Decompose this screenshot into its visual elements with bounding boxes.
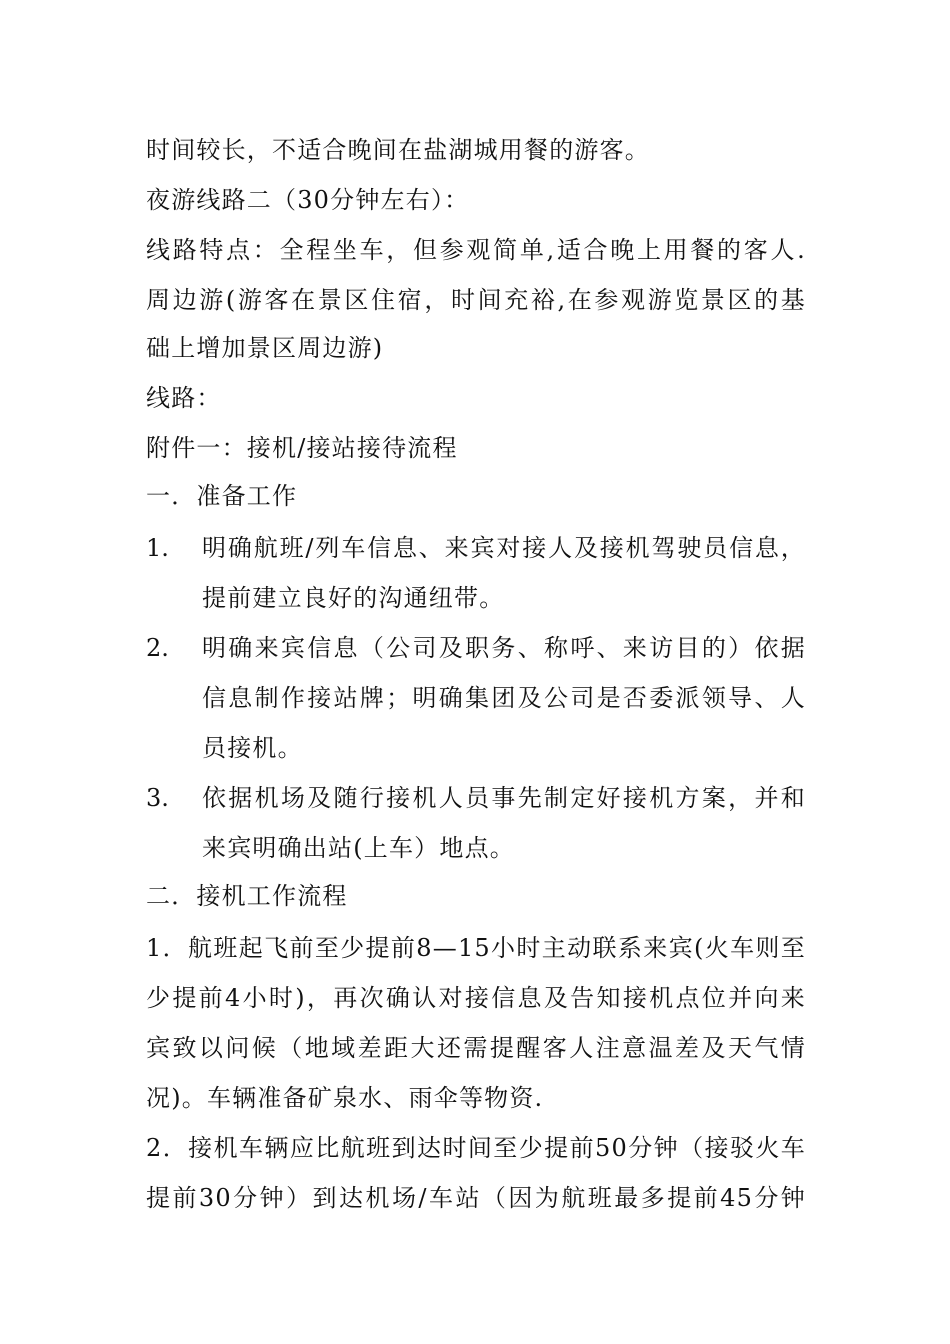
list-number: 2. <box>146 634 169 662</box>
list-item-line: 员接机。 <box>202 734 303 762</box>
section-heading: 一．准备工作 <box>146 482 298 510</box>
text-line: 线路： <box>146 384 222 412</box>
paragraph-line: 2．接机车辆应比航班到达时间至少提前50分钟（接驳火车 <box>146 1134 806 1162</box>
list-item-line: 明确来宾信息（公司及职务、称呼、来访目的）依据 <box>202 634 806 662</box>
list-item-line: 明确航班/列车信息、来宾对接人及接机驾驶员信息， <box>202 534 806 562</box>
list-item-line: 依据机场及随行接机人员事先制定好接机方案，并和 <box>202 784 806 812</box>
paragraph-line: 提前30分钟）到达机场/车站（因为航班最多提前45分钟 <box>146 1184 806 1212</box>
text-line: 础上增加景区周边游) <box>146 334 384 362</box>
paragraph-line: 1．航班起飞前至少提前8—15小时主动联系来宾(火车则至 <box>146 934 806 962</box>
route-heading: 夜游线路二（30分钟左右）： <box>146 186 470 214</box>
list-item-line: 提前建立良好的沟通纽带。 <box>202 584 505 612</box>
list-number: 1. <box>146 534 169 562</box>
paragraph-line: 少提前4小时)，再次确认对接信息及告知接机点位并向来 <box>146 984 806 1012</box>
text-line: 线路特点：全程坐车，但参观简单,适合晚上用餐的客人. <box>146 236 806 264</box>
paragraph-line: 况)。车辆准备矿泉水、雨伞等物资. <box>146 1084 544 1112</box>
appendix-title: 附件一：接机/接站接待流程 <box>146 434 458 462</box>
text-line: 时间较长，不适合晚间在盐湖城用餐的游客。 <box>146 136 650 164</box>
section-heading: 二．接机工作流程 <box>146 882 348 910</box>
list-item-line: 来宾明确出站(上车）地点。 <box>202 834 515 862</box>
paragraph-line: 宾致以问候（地域差距大还需提醒客人注意温差及天气情 <box>146 1034 806 1062</box>
list-item-line: 信息制作接站牌；明确集团及公司是否委派领导、人 <box>202 684 806 712</box>
list-number: 3. <box>146 784 169 812</box>
text-line: 周边游(游客在景区住宿，时间充裕,在参观游览景区的基 <box>146 286 806 314</box>
